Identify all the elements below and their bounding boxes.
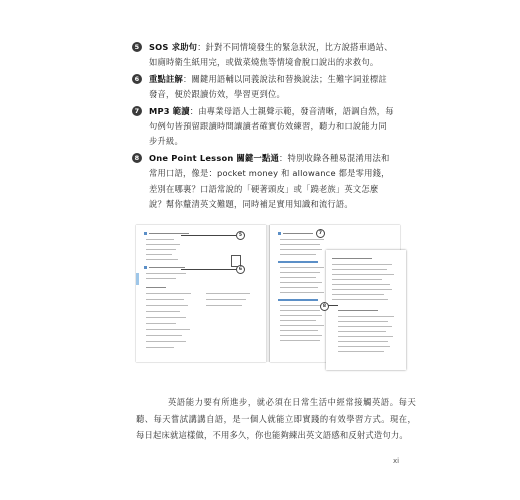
text-line xyxy=(146,347,174,348)
feature-text: ：由專業母語人士親聲示範，發音清晰，語調自然，每句例句皆預留跟讀時間讓讀者確實仿效練習，聽力和口說能力同步升級。 xyxy=(149,105,394,147)
text-line xyxy=(280,292,324,293)
text-line xyxy=(280,244,320,245)
text-line xyxy=(280,267,324,268)
number-badge: 5 xyxy=(132,42,142,52)
text-line xyxy=(280,315,322,316)
text-line xyxy=(338,346,390,347)
text-line xyxy=(146,259,178,260)
text-line xyxy=(280,335,322,336)
feature-heading: SOS 求助句 xyxy=(149,42,198,52)
feature-item-notes xyxy=(132,72,394,103)
text-line xyxy=(146,287,166,288)
text-line xyxy=(149,267,185,268)
text-line xyxy=(283,233,313,234)
section-bar xyxy=(278,299,318,301)
text-line xyxy=(332,289,392,290)
text-line xyxy=(280,254,316,255)
text-line xyxy=(280,249,322,250)
callout-line xyxy=(181,235,236,236)
text-line xyxy=(338,326,392,327)
page-number: xi xyxy=(393,457,400,465)
text-line xyxy=(146,244,180,245)
text-line xyxy=(338,310,378,311)
text-line xyxy=(146,311,180,312)
text-line xyxy=(332,279,382,280)
feature-list xyxy=(132,40,394,213)
heading-marker xyxy=(144,266,147,269)
text-line xyxy=(332,264,392,265)
text-line xyxy=(338,336,393,337)
feature-item-one-point-lesson xyxy=(132,151,394,213)
text-line xyxy=(146,254,172,255)
text-line xyxy=(280,340,320,341)
callout-line xyxy=(181,269,236,270)
text-line xyxy=(280,305,324,306)
section-bar xyxy=(278,261,318,263)
number-badge: 8 xyxy=(132,153,142,163)
text-line xyxy=(332,299,388,300)
page-tab xyxy=(136,273,139,285)
text-line xyxy=(146,341,186,342)
heading-marker xyxy=(144,232,147,235)
callout-line xyxy=(328,305,338,306)
feature-text: ：關鍵用語輔以同義說法和替換說法；生難字詞並標註發音，便於跟讀仿效，學習更到位。 xyxy=(149,73,387,100)
left-page-thumbnail xyxy=(136,225,266,362)
text-line xyxy=(280,320,316,321)
feature-item-mp3 xyxy=(132,104,394,150)
text-line xyxy=(206,305,242,306)
number-badge: 6 xyxy=(132,74,142,84)
text-line xyxy=(146,329,190,330)
text-line xyxy=(146,239,174,240)
book-spread-illustration xyxy=(136,225,404,370)
callout-8: 8 xyxy=(320,302,329,311)
body-paragraph: 英語能力要有所進步，就必須在日常生活中經常接觸英語。每天聽、每天嘗試講講自語，是一個人就能立即實踐的有效學習方式。現在，每日起床就這樣做，不用多久，你也能夠練出英文語感和反射式造句力。 xyxy=(136,397,416,441)
text-line xyxy=(146,273,186,274)
text-line xyxy=(146,305,188,306)
text-line xyxy=(146,335,182,336)
text-line xyxy=(332,258,372,259)
text-line xyxy=(338,316,394,317)
text-line xyxy=(146,317,186,318)
callout-5: 5 xyxy=(236,231,245,240)
text-line xyxy=(280,272,320,273)
callout-6: 6 xyxy=(236,265,245,274)
text-line xyxy=(338,351,384,352)
text-line xyxy=(332,284,390,285)
text-line xyxy=(146,293,191,294)
feature-text: ：針對不同情境發生的緊急狀況，比方說搭車過站、如廁時衛生紙用完，或做菜燒焦等情境會脫口說出的求救句。 xyxy=(149,42,393,68)
feature-item-sos xyxy=(132,40,394,71)
text-line xyxy=(338,321,388,322)
lesson-box-thumbnail xyxy=(322,250,406,370)
text-line xyxy=(338,331,386,332)
text-line xyxy=(146,278,176,279)
feature-text: ：特別收錄各種易混淆用法和常用口語，像是：pocket money 和 allowance 都是零用錢，差別在哪裏？口語常說的「硬著頭皮」或「蹺老族」英文怎麼說？幫你釐清英文難題，同時補足實用知識和流行語。 xyxy=(149,152,390,210)
text-line xyxy=(280,282,322,283)
text-line xyxy=(280,330,318,331)
feature-heading: One Point Lesson 關鍵一點通 xyxy=(149,152,280,163)
text-line xyxy=(206,299,246,300)
text-line xyxy=(146,249,176,250)
feature-heading: MP3 範讀 xyxy=(149,105,190,116)
text-line xyxy=(146,299,184,300)
text-line xyxy=(280,310,320,311)
number-badge: 7 xyxy=(132,106,142,116)
text-line xyxy=(280,277,316,278)
text-line xyxy=(280,287,318,288)
feature-heading: 重點註解 xyxy=(149,73,183,84)
text-line xyxy=(146,323,176,324)
text-line xyxy=(332,294,384,295)
text-line xyxy=(206,293,250,294)
text-line xyxy=(280,239,324,240)
callout-7: 7 xyxy=(316,229,325,238)
text-line xyxy=(338,341,388,342)
text-line xyxy=(280,325,324,326)
heading-marker xyxy=(278,232,281,235)
text-line xyxy=(332,269,387,270)
text-line xyxy=(332,274,394,275)
